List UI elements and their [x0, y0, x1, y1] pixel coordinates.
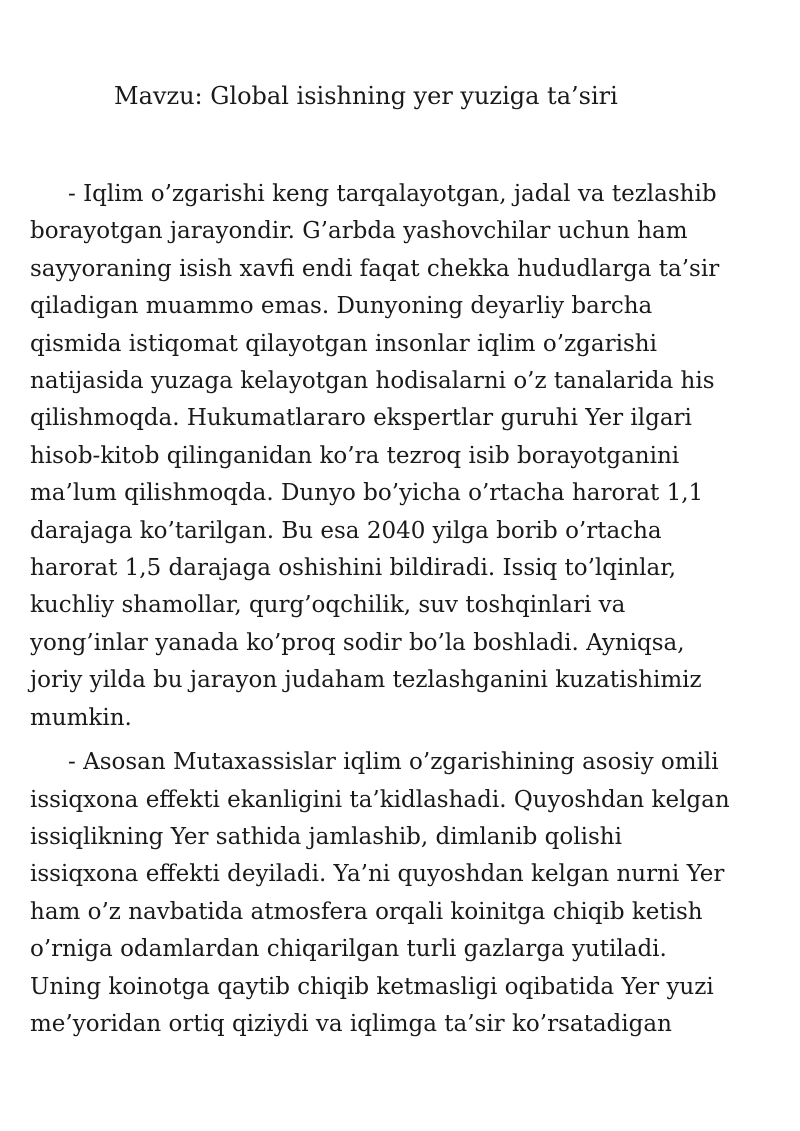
paragraph-line: - Iqlim o’zgarishi keng tarqalayotgan, jadal va tezlashib — [68, 181, 717, 207]
paragraph-line: qiladigan muammo emas. Dunyoning deyarliy barcha — [30, 293, 653, 320]
document-body — [30, 176, 775, 1050]
paragraph-line: joriy yilda bu jarayon judaham tezlashganini kuzatishimiz — [30, 667, 702, 694]
paragraph-line: yong’inlar yanada ko’proq sodir bo’la boshladi. Ayniqsa, — [30, 629, 685, 656]
paragraph-line: o’rniga odamlardan chiqarilgan turli gazlarga yutiladi. — [30, 936, 667, 963]
paragraph-1 — [30, 176, 775, 737]
paragraph-line: sayyoraning isish xavfi endi faqat chekka hududlarga ta’sir — [30, 255, 720, 282]
paragraph-line: qismida istiqomat qilayotgan insonlar iqlim o’zgarishi — [30, 330, 657, 357]
paragraph-line: darajaga ko’tarilgan. Bu esa 2040 yilga borib o’rtacha — [30, 517, 662, 544]
paragraph-line: ma’lum qilishmoqda. Dunyo bo’yicha o’rtacha harorat 1,1 — [30, 480, 704, 507]
paragraph-line: ham o’z navbatida atmosfera orqali koinitga chiqib ketish — [30, 898, 703, 925]
document-title: Mavzu: Global isishning yer yuziga ta’siri — [114, 82, 618, 110]
paragraph-line: natijasida yuzaga kelayotgan hodisalarni o’z tanalarida his — [30, 368, 715, 395]
paragraph-line: issiqxona effekti ekanligini ta’kidlashadi. Quyoshdan kelgan — [30, 786, 730, 813]
paragraph-line: issiqlikning Yer sathida jamlashib, dimlanib qolishi — [30, 823, 622, 850]
paragraph-line: issiqxona effekti deyiladi. Ya’ni quyoshdan kelgan nurni Yer — [30, 861, 725, 888]
paragraph-line: harorat 1,5 darajaga oshishini bildiradi. Issiq to’lqinlar, — [30, 555, 677, 582]
paragraph-line: me’yoridan ortiq qiziydi va iqlimga ta’sir ko’rsatadigan — [30, 1010, 672, 1037]
paragraph-line: borayotgan jarayondir. G’arbda yashovchilar uchun ham — [30, 218, 688, 245]
paragraph-line: kuchliy shamollar, qurg’oqchilik, suv toshqinlari va — [30, 592, 626, 619]
paragraph-line: hisob-kitob qilinganidan ko’ra tezroq isib borayotganini — [30, 442, 680, 469]
paragraph-line: mumkin. — [30, 704, 132, 731]
paragraph-line: Uning koinotga qaytib chiqib ketmasligi oqibatida Yer yuzi — [30, 973, 714, 1000]
paragraph-line: qilishmoqda. Hukumatlararo ekspertlar guruhi Yer ilgari — [30, 405, 692, 432]
paragraph-line: - Asosan Mutaxassislar iqlim o’zgarishining asosiy omili — [68, 749, 719, 776]
paragraph-2 — [30, 744, 775, 1043]
